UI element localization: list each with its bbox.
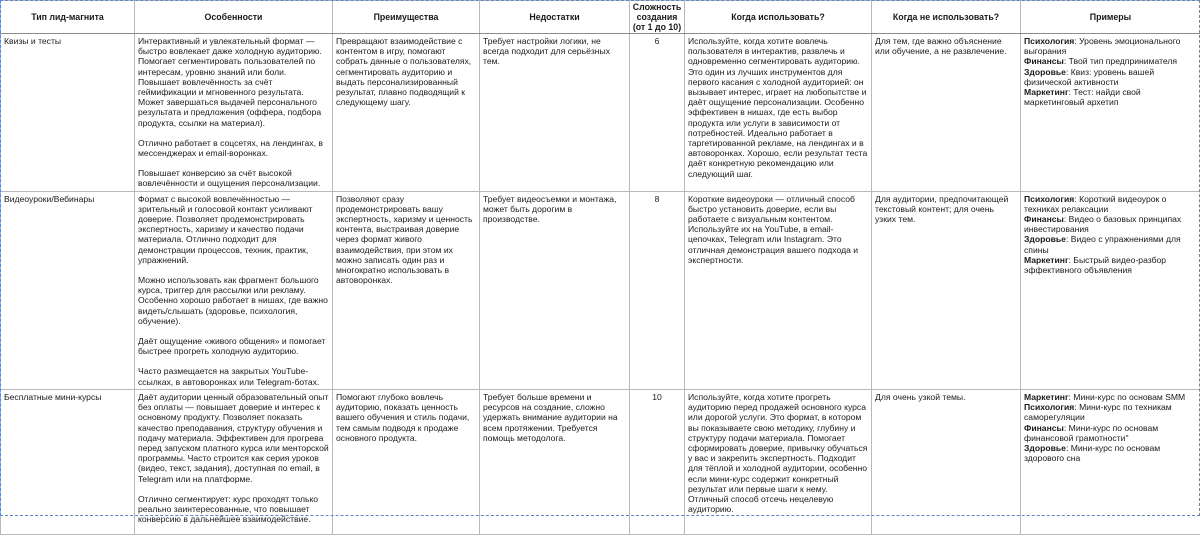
cell-complexity[interactable]: 10 (630, 389, 685, 534)
example-category: Финансы (1024, 214, 1064, 224)
cell-disadvantages[interactable]: Требует больше времени и ресурсов на создание, сложно удержать внимание аудитории на всем протяжении. Требуется помощь методолога. (480, 389, 630, 534)
cell-examples[interactable] (1021, 34, 1200, 192)
cell-type[interactable]: Бесплатные мини-курсы (1, 389, 135, 534)
cell-examples[interactable] (1021, 389, 1200, 534)
header-complexity[interactable]: Сложность создания (от 1 до 10) (630, 1, 685, 34)
header-when-use[interactable]: Когда использовать? (685, 1, 872, 34)
example-line (1024, 87, 1197, 107)
example-text: : Быстрый видео-разбор эффективного объявления (1024, 255, 1166, 275)
features-paragraph: Отлично сегментирует: курс проходят только реально заинтересованные, что повышает конверсию в дальнейшее взаимодействие. (138, 494, 329, 525)
header-type[interactable]: Тип лид-магнита (1, 1, 135, 34)
example-line (1024, 56, 1197, 66)
example-category: Маркетинг (1024, 87, 1069, 97)
example-line (1024, 423, 1197, 443)
example-line (1024, 234, 1197, 254)
header-features[interactable]: Особенности (135, 1, 333, 34)
example-category: Маркетинг (1024, 392, 1069, 402)
example-text: : Твой тип предпринимателя (1064, 56, 1177, 66)
example-text: : Мини-курс по основам SMM (1069, 392, 1186, 402)
cell-disadvantages[interactable]: Требует видеосъемки и монтажа, может быть дорогим в производстве. (480, 191, 630, 389)
features-paragraph: Часто размещается на закрытых YouTube-ссылках, в автоворонках или Telegram-ботах. (138, 366, 329, 386)
cell-disadvantages[interactable]: Требует настройки логики, не всегда подходит для серьёзных тем. (480, 34, 630, 192)
cell-when-use[interactable]: Используйте, когда хотите вовлечь пользователя в интерактив, развлечь и одновременно сегментировать аудиторию. Это один из лучших инструментов для первого касания с холодной аудиторией: он вызывает интерес, играет на любопытстве и даёт ощущение персонализации. Особенно эффективен в нишах, где есть выбор продукта или услуги в зависимости от потребностей. Идеально работает в таргетированной рекламе, на лендингах и в автоворонках. Хорошо, если результат теста даёт конкретную рекомендацию или следующий шаг. (685, 34, 872, 192)
cell-features[interactable] (135, 191, 333, 389)
features-paragraph: Даёт ощущение «живого общения» и помогает быстрее прогреть холодную аудиторию. (138, 336, 329, 356)
cell-features[interactable] (135, 34, 333, 192)
example-line (1024, 443, 1197, 463)
example-category: Маркетинг (1024, 255, 1069, 265)
cell-when-not-use[interactable]: Для аудитории, предпочитающей текстовый контент; для очень узких тем. (872, 191, 1021, 389)
example-category: Психология (1024, 36, 1074, 46)
features-paragraph: Отлично работает в соцсетях, на лендингах, в мессенджерах и email-воронках. (138, 138, 329, 158)
cell-type[interactable]: Видеоуроки/Вебинары (1, 191, 135, 389)
example-line (1024, 194, 1197, 214)
header-disadvantages[interactable]: Недостатки (480, 1, 630, 34)
example-line (1024, 255, 1197, 275)
example-text: : Мини-курс по техникам саморегуляции (1024, 402, 1172, 422)
cell-when-use[interactable]: Короткие видеоуроки — отличный способ быстро установить доверие, если вы работаете с визуальным контентом. Используйте их на YouTube, в email-цепочках, Telegram или Instagram. Это отличная демонстрация вашего подхода и экспертности. (685, 191, 872, 389)
cell-complexity[interactable]: 6 (630, 34, 685, 192)
features-paragraph: Повышает конверсию за счёт высокой вовлечённости и ощущения персонализации. (138, 168, 329, 188)
example-category: Финансы (1024, 56, 1064, 66)
cell-type[interactable]: Квизы и тесты (1, 34, 135, 192)
example-line (1024, 67, 1197, 87)
cell-when-not-use[interactable]: Для очень узкой темы. (872, 389, 1021, 534)
example-category: Здоровье (1024, 67, 1066, 77)
example-text: : Видео о базовых принципах инвестирования (1024, 214, 1181, 234)
table-row (1, 389, 1200, 534)
table-row (1, 191, 1200, 389)
header-when-not-use[interactable]: Когда не использовать? (872, 1, 1021, 34)
features-paragraph: Формат с высокой вовлечённостью — зрительный и голосовой контакт усиливают доверие. Позволяет продемонстрировать экспертность, харизму и качество подачи материала. Отлично подходит для демонстрации процессов, техник, практик, упражнений. (138, 194, 329, 265)
cell-when-not-use[interactable]: Для тем, где важно объяснение или обучение, а не развлечение. (872, 34, 1021, 192)
example-line (1024, 36, 1197, 56)
example-text: : Мини-курс по основам здорового сна (1024, 443, 1160, 463)
features-paragraph: Даёт аудитории ценный образовательный опыт без оплаты — повышает доверие и интерес к основному продукту. Позволяет показать качество преподавания, структуру обучения и подачу материала. Эффективен для прогрева перед запуском платного курса или менторской программы. Часто строится как серия уроков (видео, текст, задания), доступная по email, в Telegram или на платформе. (138, 392, 329, 484)
features-paragraph: Можно использовать как фрагмент большого курса, триггер для рассылки или рекламу. Особенно хорошо работает в нишах, где важно видеть/слышать (здоровье, психология, обучение). (138, 275, 329, 326)
example-category: Финансы (1024, 423, 1064, 433)
cell-when-use[interactable]: Используйте, когда хотите прогреть аудиторию перед продажей основного курса или дорогой услуги. Это формат, в котором вы показываете свою методику, глубину и структуру подачи материала. Помогает сформировать доверие, привычку обучаться у вас и закрепить экспертность. Подходит для тёплой и холодной аудитории, особенно если мини-курс содержит конкретный результат или первые шаги к нему. Отличный способ отсечь нецелевую аудиторию. (685, 389, 872, 534)
example-text: : Мини-курс по основам финансовой грамотности" (1024, 423, 1158, 443)
features-paragraph: Интерактивный и увлекательный формат — быстро вовлекает даже холодную аудиторию. Помогает сегментировать пользователей по интересам, уровню знаний или боли. Повышает вовлечённость за счёт геймификации и мгновенного результата. Может завершаться выдачей персонального результата и предложения (оффера, подбора продукта, ссылки на материал). (138, 36, 329, 128)
example-category: Здоровье (1024, 234, 1066, 244)
example-category: Психология (1024, 194, 1074, 204)
example-text: : Тест: найди свой маркетинговый архетип (1024, 87, 1141, 107)
example-text: : Уровень эмоционального выгорания (1024, 36, 1180, 56)
cell-advantages[interactable]: Помогают глубоко вовлечь аудиторию, показать ценность вашего обучения и стиль подачи, тем самым подводя к продаже основного продукта. (333, 389, 480, 534)
example-line (1024, 402, 1197, 422)
cell-advantages[interactable]: Превращают взаимодействие с контентом в игру, помогают собрать данные о пользователях, сегментировать аудиторию и выдать персонализированный результат, плавно подводящий к следующему шагу. (333, 34, 480, 192)
table-row (1, 34, 1200, 192)
cell-advantages[interactable]: Позволяют сразу продемонстрировать вашу экспертность, харизму и ценность контента, выстраивая доверие через формат живого взаимодействия, при этом их можно записать один раз и многократно использовать в автоворонках. (333, 191, 480, 389)
cell-complexity[interactable]: 8 (630, 191, 685, 389)
example-category: Здоровье (1024, 443, 1066, 453)
example-text: : Короткий видеоурок о техниках релаксации (1024, 194, 1166, 214)
example-line (1024, 214, 1197, 234)
cell-features[interactable] (135, 389, 333, 534)
example-line (1024, 392, 1197, 402)
example-category: Психология (1024, 402, 1074, 412)
cell-examples[interactable] (1021, 191, 1200, 389)
header-advantages[interactable]: Преимущества (333, 1, 480, 34)
header-examples[interactable]: Примеры (1021, 1, 1200, 34)
example-text: : Видео с упражнениями для спины (1024, 234, 1181, 254)
header-row (1, 1, 1200, 34)
example-text: : Квиз: уровень вашей физической активности (1024, 67, 1154, 87)
